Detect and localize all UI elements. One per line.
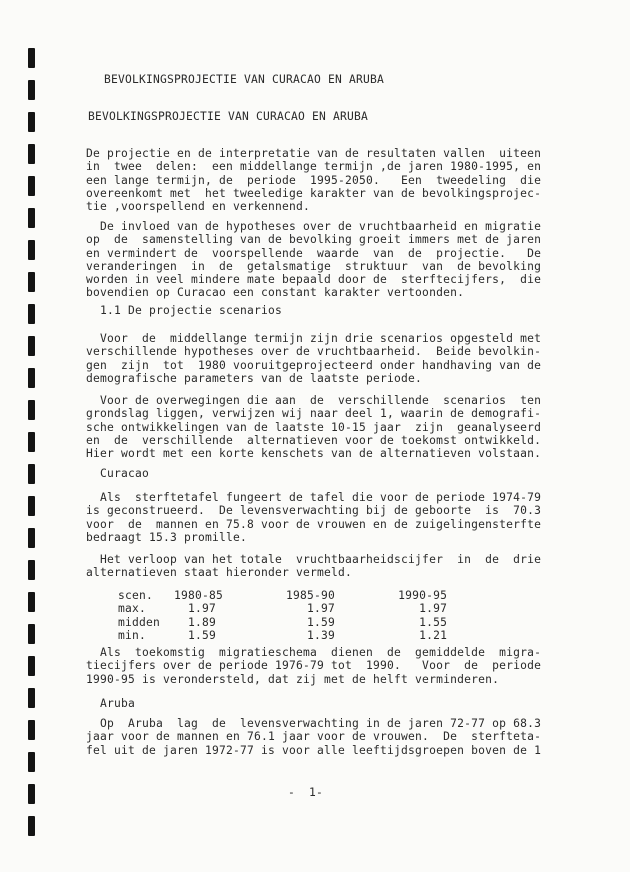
table-cell: 1.89 xyxy=(174,615,224,629)
binding-hole-mark xyxy=(28,272,35,292)
binding-hole-mark xyxy=(28,368,35,388)
table-header xyxy=(118,589,447,602)
binding-hole-mark xyxy=(28,560,35,580)
text-line: Als sterftetafel fungeert de tafel die voor de periode 1974-79 xyxy=(86,491,542,504)
binding-hole-mark xyxy=(28,400,35,420)
row-label: max. xyxy=(118,602,175,616)
text-line: gen zijn tot 1980 vooruitgeprojecteerd onder handhaving van de xyxy=(86,358,542,372)
binding-hole-mark xyxy=(28,144,35,164)
binding-hole-mark xyxy=(28,784,35,804)
text-line: Het verloop van het totale vruchtbaarheidscijfer in de drie xyxy=(86,553,542,566)
text-line: en de verschillende alternatieven voor de toekomst ontwikkeld. xyxy=(86,433,542,447)
binding-hole-mark xyxy=(28,48,35,68)
text-line: veranderingen in de getalsmatige struktuur van de bevolking xyxy=(86,259,542,273)
text-line: bovendien op Curacao een constant karakter vertoonden. xyxy=(86,286,465,300)
paragraph-2 xyxy=(86,220,541,300)
binding-hole-mark xyxy=(28,80,35,100)
text-line: Voor de overwegingen die aan de verschillende scenarios ten xyxy=(86,394,542,407)
text-line: een lange termijn, de periode 1995-2050. Een tweedeling die xyxy=(86,173,542,187)
row-label: min. xyxy=(118,628,175,642)
paragraph-4 xyxy=(86,394,541,460)
page-number: - 1- xyxy=(288,786,324,799)
binding-hole-mark xyxy=(28,496,35,516)
binding-hole-mark xyxy=(28,240,35,260)
binding-hole-mark xyxy=(28,656,35,676)
binding-hole-mark xyxy=(28,592,35,612)
text-line: fel uit de jaren 1972-77 is voor alle leeftijdsgroepen boven de 1 xyxy=(86,743,542,757)
binding-hole-mark xyxy=(28,176,35,196)
text-line: is geconstrueerd. De levensverwachting bij de geboorte is 70.3 xyxy=(86,504,542,518)
text-line: in twee delen: een middellange termijn ,de jaren 1980-1995, en xyxy=(86,160,542,174)
binding-hole-mark xyxy=(28,112,35,132)
text-line: en vermindert de voorspellende waarde van de projectie. De xyxy=(86,246,542,260)
running-title: BEVOLKINGSPROJECTIE VAN CURACAO EN ARUBA xyxy=(104,73,385,86)
text-line: De projectie en de interpretatie van de resultaten vallen uiteen xyxy=(86,147,542,160)
text-line: op de samenstelling van de bevolking groeit immers met de jaren xyxy=(86,233,542,247)
text-line: sche ontwikkelingen van de laatste 10-15 jaar zijn geanalyseerd xyxy=(86,420,542,434)
text-line: verschillende hypotheses over de vruchtbaarheid. Beide bevolkin- xyxy=(86,345,542,359)
binding-hole-mark xyxy=(28,208,35,228)
row-label: midden xyxy=(118,615,175,629)
paragraph-8 xyxy=(86,717,541,757)
table-cell: 1985-90 xyxy=(223,589,336,602)
table-cell: 1.39 xyxy=(223,628,336,642)
binding-hole-mark xyxy=(28,688,35,708)
text-line: Voor de middellange termijn zijn drie scenarios opgesteld met xyxy=(86,332,542,345)
row-label: scen. xyxy=(118,589,175,602)
binding-hole-mark xyxy=(28,464,35,484)
paragraph-1 xyxy=(86,147,541,213)
table-cell: 1.21 xyxy=(335,628,448,642)
text-line: voor de mannen en 75.8 voor de vrouwen en de zuigelingensterfte xyxy=(86,517,542,531)
binding-hole-mark xyxy=(28,304,35,324)
binding-hole-mark xyxy=(28,528,35,548)
table-row xyxy=(118,602,447,615)
table-cell: 1980-85 xyxy=(174,589,224,602)
text-line: Hier wordt met een korte kenschets van de alternatieven volstaan. xyxy=(86,447,542,461)
text-line: 1990-95 is verondersteld, dat zij met de helft verminderen. xyxy=(86,672,500,686)
text-line: worden in veel mindere mate bepaald door de sterftecijfers, die xyxy=(86,273,542,287)
text-line: De invloed van de hypotheses over de vruchtbaarheid en migratie xyxy=(86,220,542,233)
binding-hole-mark xyxy=(28,336,35,356)
text-line: Als toekomstig migratieschema dienen de gemiddelde migra- xyxy=(86,646,542,659)
text-line: alternatieven staat hieronder vermeld. xyxy=(86,566,353,580)
table-cell: 1.97 xyxy=(335,602,448,616)
page-title: BEVOLKINGSPROJECTIE VAN CURACAO EN ARUBA xyxy=(88,110,369,123)
paragraph-7 xyxy=(86,646,541,686)
binding-hole-mark xyxy=(28,752,35,772)
paragraph-5 xyxy=(86,491,541,544)
table-cell: 1.59 xyxy=(174,628,224,642)
table-cell: 1.59 xyxy=(223,615,336,629)
paragraph-3 xyxy=(86,332,541,385)
text-line: grondslag liggen, verwijzen wij naar deel 1, waarin de demografi- xyxy=(86,407,542,421)
binding-hole-mark xyxy=(28,624,35,644)
fertility-table xyxy=(118,589,447,642)
binding-hole-mark xyxy=(28,816,35,836)
text-line: tiecijfers over de periode 1976-79 tot 1990. Voor de periode xyxy=(86,659,542,673)
text-line: Op Aruba lag de levensverwachting in de jaren 72-77 op 68.3 xyxy=(86,717,542,730)
table-row xyxy=(118,616,447,629)
table-cell: 1990-95 xyxy=(335,589,448,602)
binding-hole-mark xyxy=(28,720,35,740)
table-cell: 1.55 xyxy=(335,615,448,629)
section-heading: 1.1 De projectie scenarios xyxy=(86,304,283,317)
binding-hole-mark xyxy=(28,432,35,452)
table-row xyxy=(118,629,447,642)
paragraph-6 xyxy=(86,553,541,580)
aruba-heading: Aruba xyxy=(86,697,136,710)
table-cell: 1.97 xyxy=(174,602,224,616)
table-cell: 1.97 xyxy=(223,602,336,616)
text-line: tie ,voorspellend en verkennend. xyxy=(86,200,311,214)
text-line: bedraagt 15.3 promille. xyxy=(86,530,248,544)
text-line: overeenkomt met het tweeledige karakter van de bevolkingsprojec- xyxy=(86,186,542,200)
curacao-heading: Curacao xyxy=(86,467,150,480)
text-line: demografische parameters van de laatste periode. xyxy=(86,371,423,385)
text-line: jaar voor de mannen en 76.1 jaar voor de vrouwen. De sterfteta- xyxy=(86,730,542,744)
